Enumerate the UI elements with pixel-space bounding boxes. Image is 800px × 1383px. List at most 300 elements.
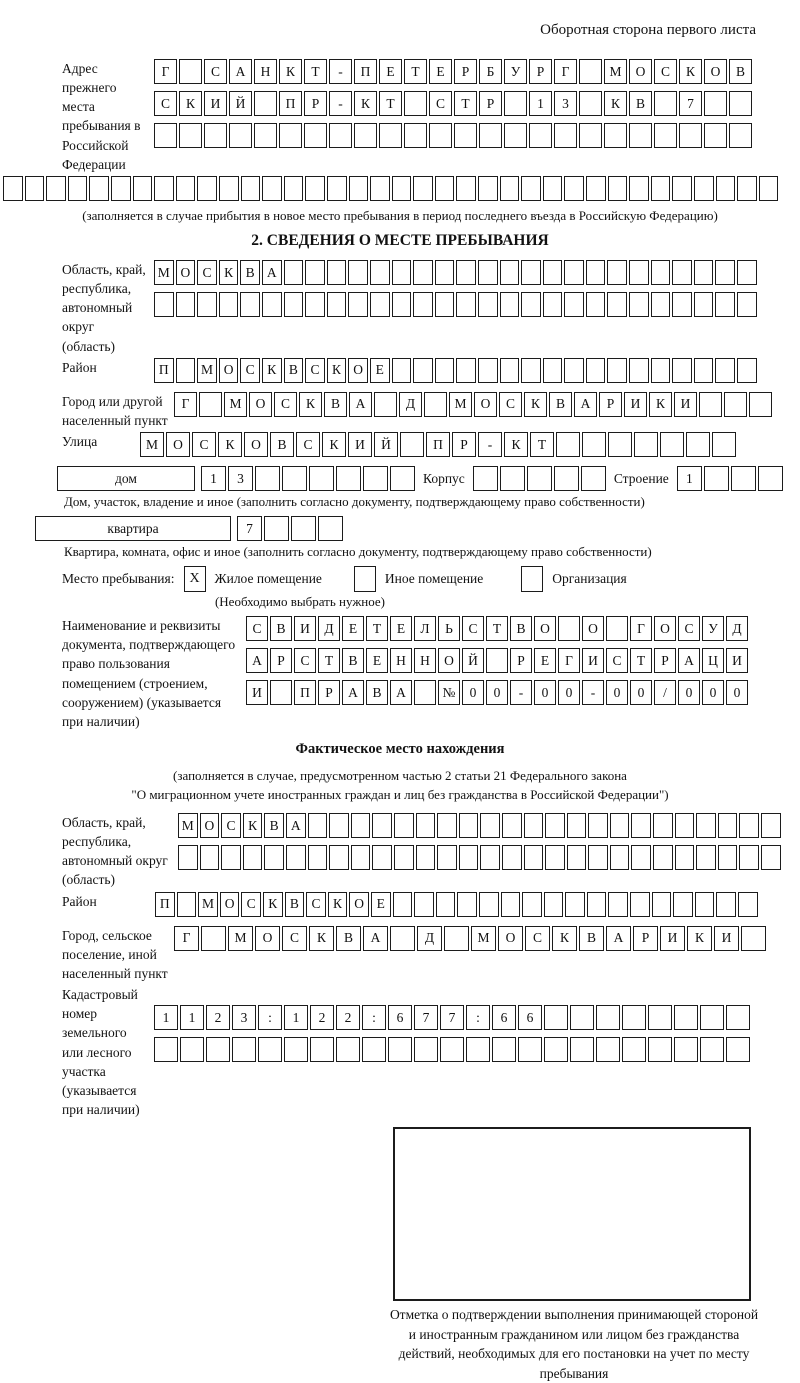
form-cell[interactable]: :: [258, 1005, 282, 1030]
form-cell[interactable]: Н: [390, 648, 412, 673]
form-cell[interactable]: №: [438, 680, 460, 705]
form-cell[interactable]: 1: [201, 466, 226, 491]
form-cell[interactable]: О: [219, 358, 239, 383]
form-cell[interactable]: [608, 432, 632, 457]
form-cell[interactable]: В: [324, 392, 347, 417]
form-cell[interactable]: И: [674, 392, 697, 417]
form-cell[interactable]: О: [534, 616, 556, 641]
form-cell[interactable]: К: [524, 392, 547, 417]
form-cell[interactable]: О: [582, 616, 604, 641]
form-cell[interactable]: К: [679, 59, 702, 84]
form-cell[interactable]: [372, 813, 392, 838]
form-cell[interactable]: [718, 813, 738, 838]
form-cell[interactable]: [336, 466, 361, 491]
form-cell[interactable]: О: [348, 358, 368, 383]
form-cell[interactable]: А: [246, 648, 268, 673]
form-cell[interactable]: [258, 1037, 282, 1062]
form-cell[interactable]: [588, 813, 608, 838]
form-cell[interactable]: [521, 292, 541, 317]
form-cell[interactable]: 0: [630, 680, 652, 705]
form-cell[interactable]: А: [349, 392, 372, 417]
form-cell[interactable]: С: [240, 358, 260, 383]
form-cell[interactable]: С: [654, 59, 677, 84]
form-cell[interactable]: [565, 892, 585, 917]
form-cell[interactable]: [726, 1005, 750, 1030]
form-cell[interactable]: [608, 892, 628, 917]
form-cell[interactable]: [492, 1037, 516, 1062]
form-cell[interactable]: [672, 260, 692, 285]
form-cell[interactable]: 0: [606, 680, 628, 705]
form-cell[interactable]: [354, 123, 377, 148]
form-cell[interactable]: Б: [479, 59, 502, 84]
form-cell[interactable]: В: [285, 892, 305, 917]
form-cell[interactable]: [741, 926, 766, 951]
form-cell[interactable]: [543, 292, 563, 317]
form-cell[interactable]: [739, 813, 759, 838]
form-cell[interactable]: [413, 358, 433, 383]
form-cell[interactable]: [370, 176, 390, 201]
form-cell[interactable]: А: [678, 648, 700, 673]
form-cell[interactable]: 1: [154, 1005, 178, 1030]
form-cell[interactable]: [622, 1037, 646, 1062]
form-cell[interactable]: [586, 292, 606, 317]
form-cell[interactable]: [610, 845, 630, 870]
form-cell[interactable]: К: [279, 59, 302, 84]
form-cell[interactable]: -: [510, 680, 532, 705]
form-cell[interactable]: 6: [388, 1005, 412, 1030]
form-cell[interactable]: 3: [232, 1005, 256, 1030]
form-cell[interactable]: [564, 292, 584, 317]
form-cell[interactable]: [414, 1037, 438, 1062]
form-cell[interactable]: [479, 892, 499, 917]
form-cell[interactable]: [480, 845, 500, 870]
form-cell[interactable]: [629, 123, 652, 148]
form-cell[interactable]: Ь: [438, 616, 460, 641]
form-cell[interactable]: [400, 432, 424, 457]
form-cell[interactable]: [556, 432, 580, 457]
form-cell[interactable]: [570, 1037, 594, 1062]
form-cell[interactable]: [651, 358, 671, 383]
form-cell[interactable]: [404, 123, 427, 148]
form-cell[interactable]: Д: [399, 392, 422, 417]
form-cell[interactable]: [718, 845, 738, 870]
form-cell[interactable]: 7: [237, 516, 262, 541]
form-cell[interactable]: О: [629, 59, 652, 84]
form-cell[interactable]: 2: [206, 1005, 230, 1030]
form-cell[interactable]: [111, 176, 131, 201]
form-cell[interactable]: М: [224, 392, 247, 417]
form-cell[interactable]: С: [197, 260, 217, 285]
form-cell[interactable]: [318, 516, 343, 541]
form-cell[interactable]: [478, 260, 498, 285]
form-cell[interactable]: [673, 892, 693, 917]
form-cell[interactable]: [180, 1037, 204, 1062]
form-cell[interactable]: [607, 358, 627, 383]
form-cell[interactable]: [197, 292, 217, 317]
form-cell[interactable]: [264, 845, 284, 870]
form-cell[interactable]: -: [329, 59, 352, 84]
form-cell[interactable]: Т: [630, 648, 652, 673]
form-cell[interactable]: 1: [180, 1005, 204, 1030]
form-cell[interactable]: С: [204, 59, 227, 84]
form-cell[interactable]: [675, 845, 695, 870]
form-cell[interactable]: [241, 176, 261, 201]
form-cell[interactable]: [270, 680, 292, 705]
form-cell[interactable]: [89, 176, 109, 201]
form-cell[interactable]: С: [221, 813, 241, 838]
form-cell[interactable]: [674, 1005, 698, 1030]
form-cell[interactable]: [524, 813, 544, 838]
form-cell[interactable]: [305, 292, 325, 317]
form-cell[interactable]: 0: [558, 680, 580, 705]
form-cell[interactable]: 0: [462, 680, 484, 705]
form-cell[interactable]: [712, 432, 736, 457]
form-cell[interactable]: [348, 292, 368, 317]
form-cell[interactable]: [243, 845, 263, 870]
form-cell[interactable]: [437, 845, 457, 870]
form-cell[interactable]: [478, 358, 498, 383]
form-cell[interactable]: [478, 292, 498, 317]
form-cell[interactable]: [700, 1005, 724, 1030]
form-cell[interactable]: [459, 813, 479, 838]
form-cell[interactable]: [264, 516, 289, 541]
form-cell[interactable]: К: [309, 926, 334, 951]
form-cell[interactable]: Д: [726, 616, 748, 641]
form-cell[interactable]: [554, 466, 579, 491]
form-cell[interactable]: Й: [229, 91, 252, 116]
form-cell[interactable]: /: [654, 680, 676, 705]
form-cell[interactable]: О: [704, 59, 727, 84]
form-cell[interactable]: [726, 1037, 750, 1062]
form-cell[interactable]: [654, 91, 677, 116]
form-cell[interactable]: [435, 260, 455, 285]
form-cell[interactable]: [262, 292, 282, 317]
form-cell[interactable]: [3, 176, 23, 201]
form-cell[interactable]: С: [462, 616, 484, 641]
form-cell[interactable]: [133, 176, 153, 201]
form-cell[interactable]: В: [629, 91, 652, 116]
form-cell[interactable]: [699, 392, 722, 417]
form-cell[interactable]: [570, 1005, 594, 1030]
form-cell[interactable]: [607, 260, 627, 285]
form-cell[interactable]: [586, 260, 606, 285]
form-cell[interactable]: [694, 260, 714, 285]
form-cell[interactable]: [651, 292, 671, 317]
form-cell[interactable]: [607, 292, 627, 317]
form-cell[interactable]: Р: [304, 91, 327, 116]
form-cell[interactable]: [500, 466, 525, 491]
form-cell[interactable]: В: [264, 813, 284, 838]
form-cell[interactable]: [634, 432, 658, 457]
form-cell[interactable]: К: [243, 813, 263, 838]
form-cell[interactable]: [587, 892, 607, 917]
form-cell[interactable]: [327, 176, 347, 201]
form-cell[interactable]: [240, 292, 260, 317]
form-cell[interactable]: Т: [530, 432, 554, 457]
form-cell[interactable]: Р: [270, 648, 292, 673]
form-cell[interactable]: [654, 123, 677, 148]
form-cell[interactable]: В: [366, 680, 388, 705]
form-cell[interactable]: П: [279, 91, 302, 116]
form-cell[interactable]: О: [249, 392, 272, 417]
form-cell[interactable]: [700, 1037, 724, 1062]
form-cell[interactable]: Р: [510, 648, 532, 673]
form-cell[interactable]: [694, 292, 714, 317]
form-cell[interactable]: [309, 466, 334, 491]
form-cell[interactable]: А: [286, 813, 306, 838]
form-cell[interactable]: [416, 813, 436, 838]
form-cell[interactable]: И: [726, 648, 748, 673]
form-cell[interactable]: [651, 176, 671, 201]
form-cell[interactable]: [305, 260, 325, 285]
form-cell[interactable]: [456, 260, 476, 285]
form-cell[interactable]: 7: [440, 1005, 464, 1030]
form-cell[interactable]: К: [687, 926, 712, 951]
form-cell[interactable]: [456, 358, 476, 383]
form-cell[interactable]: Е: [390, 616, 412, 641]
form-cell[interactable]: [504, 123, 527, 148]
form-cell[interactable]: С: [296, 432, 320, 457]
form-cell[interactable]: [282, 466, 307, 491]
form-cell[interactable]: [327, 260, 347, 285]
form-cell[interactable]: [737, 358, 757, 383]
form-cell[interactable]: [199, 392, 222, 417]
form-cell[interactable]: Р: [318, 680, 340, 705]
form-cell[interactable]: 1: [284, 1005, 308, 1030]
form-cell[interactable]: [262, 176, 282, 201]
form-cell[interactable]: [545, 845, 565, 870]
form-cell[interactable]: :: [362, 1005, 386, 1030]
form-cell[interactable]: М: [197, 358, 217, 383]
form-cell[interactable]: Й: [374, 432, 398, 457]
form-cell[interactable]: И: [348, 432, 372, 457]
form-cell[interactable]: М: [228, 926, 253, 951]
form-cell[interactable]: [579, 59, 602, 84]
form-cell[interactable]: [486, 648, 508, 673]
form-cell[interactable]: О: [255, 926, 280, 951]
form-cell[interactable]: [696, 845, 716, 870]
form-cell[interactable]: [695, 892, 715, 917]
form-cell[interactable]: 6: [518, 1005, 542, 1030]
form-cell[interactable]: С: [192, 432, 216, 457]
form-cell[interactable]: [310, 1037, 334, 1062]
form-cell[interactable]: А: [363, 926, 388, 951]
form-cell[interactable]: [631, 845, 651, 870]
form-cell[interactable]: [414, 892, 434, 917]
form-cell[interactable]: [648, 1037, 672, 1062]
form-cell[interactable]: [177, 892, 197, 917]
form-cell[interactable]: [176, 358, 196, 383]
form-cell[interactable]: 3: [554, 91, 577, 116]
form-cell[interactable]: [522, 892, 542, 917]
form-cell[interactable]: [284, 176, 304, 201]
form-cell[interactable]: -: [478, 432, 502, 457]
form-cell[interactable]: М: [449, 392, 472, 417]
form-cell[interactable]: [737, 292, 757, 317]
form-cell[interactable]: [179, 59, 202, 84]
form-cell[interactable]: [286, 845, 306, 870]
form-cell[interactable]: [414, 680, 436, 705]
form-cell[interactable]: [349, 176, 369, 201]
form-cell[interactable]: У: [504, 59, 527, 84]
form-cell[interactable]: А: [574, 392, 597, 417]
form-cell[interactable]: [586, 358, 606, 383]
form-cell[interactable]: [204, 123, 227, 148]
form-cell[interactable]: Т: [486, 616, 508, 641]
form-cell[interactable]: [544, 892, 564, 917]
form-cell[interactable]: [672, 292, 692, 317]
form-cell[interactable]: [372, 845, 392, 870]
form-cell[interactable]: [543, 358, 563, 383]
form-cell[interactable]: Г: [554, 59, 577, 84]
form-cell[interactable]: [715, 292, 735, 317]
form-cell[interactable]: [394, 813, 414, 838]
form-cell[interactable]: Р: [479, 91, 502, 116]
form-cell[interactable]: [374, 392, 397, 417]
form-cell[interactable]: [394, 845, 414, 870]
form-cell[interactable]: [524, 845, 544, 870]
form-cell[interactable]: О: [654, 616, 676, 641]
form-cell[interactable]: К: [299, 392, 322, 417]
form-cell[interactable]: [648, 1005, 672, 1030]
form-cell[interactable]: И: [294, 616, 316, 641]
form-cell[interactable]: [232, 1037, 256, 1062]
form-cell[interactable]: [479, 123, 502, 148]
form-cell[interactable]: [436, 892, 456, 917]
form-cell[interactable]: [362, 1037, 386, 1062]
form-cell[interactable]: [716, 892, 736, 917]
form-cell[interactable]: [581, 466, 606, 491]
form-cell[interactable]: [178, 845, 198, 870]
form-cell[interactable]: [392, 292, 412, 317]
form-cell[interactable]: [435, 292, 455, 317]
form-cell[interactable]: [206, 1037, 230, 1062]
form-cell[interactable]: [500, 260, 520, 285]
form-cell[interactable]: [392, 260, 412, 285]
form-cell[interactable]: [653, 813, 673, 838]
dom-box[interactable]: дом: [57, 466, 195, 491]
form-cell[interactable]: [279, 123, 302, 148]
form-cell[interactable]: 7: [679, 91, 702, 116]
form-cell[interactable]: Р: [599, 392, 622, 417]
form-cell[interactable]: К: [552, 926, 577, 951]
form-cell[interactable]: [564, 260, 584, 285]
form-cell[interactable]: [154, 292, 174, 317]
form-cell[interactable]: [229, 123, 252, 148]
form-cell[interactable]: [596, 1005, 620, 1030]
form-cell[interactable]: [610, 813, 630, 838]
form-cell[interactable]: В: [579, 926, 604, 951]
kvartira-box[interactable]: квартира: [35, 516, 231, 541]
form-cell[interactable]: [696, 813, 716, 838]
form-cell[interactable]: К: [263, 892, 283, 917]
form-cell[interactable]: С: [678, 616, 700, 641]
form-cell[interactable]: [608, 176, 628, 201]
form-cell[interactable]: Т: [304, 59, 327, 84]
form-cell[interactable]: В: [284, 358, 304, 383]
form-cell[interactable]: [653, 845, 673, 870]
form-cell[interactable]: 1: [677, 466, 702, 491]
form-cell[interactable]: 6: [492, 1005, 516, 1030]
form-cell[interactable]: [588, 845, 608, 870]
form-cell[interactable]: [413, 176, 433, 201]
zhiloe-checkbox[interactable]: X: [184, 566, 206, 592]
form-cell[interactable]: [457, 892, 477, 917]
org-checkbox[interactable]: [521, 566, 543, 592]
form-cell[interactable]: Й: [462, 648, 484, 673]
form-cell[interactable]: [679, 123, 702, 148]
form-cell[interactable]: [672, 358, 692, 383]
form-cell[interactable]: О: [498, 926, 523, 951]
form-cell[interactable]: [392, 358, 412, 383]
form-cell[interactable]: [630, 892, 650, 917]
form-cell[interactable]: [456, 176, 476, 201]
form-cell[interactable]: У: [702, 616, 724, 641]
form-cell[interactable]: С: [274, 392, 297, 417]
form-cell[interactable]: -: [329, 91, 352, 116]
form-cell[interactable]: В: [240, 260, 260, 285]
form-cell[interactable]: [473, 466, 498, 491]
form-cell[interactable]: [629, 358, 649, 383]
form-cell[interactable]: К: [649, 392, 672, 417]
form-cell[interactable]: [675, 813, 695, 838]
form-cell[interactable]: [46, 176, 66, 201]
form-cell[interactable]: О: [220, 892, 240, 917]
form-cell[interactable]: [761, 813, 781, 838]
form-cell[interactable]: [363, 466, 388, 491]
form-cell[interactable]: [456, 292, 476, 317]
form-cell[interactable]: [304, 123, 327, 148]
form-cell[interactable]: [329, 813, 349, 838]
form-cell[interactable]: С: [306, 892, 326, 917]
form-cell[interactable]: [444, 926, 469, 951]
form-cell[interactable]: [631, 813, 651, 838]
form-cell[interactable]: О: [349, 892, 369, 917]
form-cell[interactable]: [176, 292, 196, 317]
form-cell[interactable]: [404, 91, 427, 116]
form-cell[interactable]: Н: [414, 648, 436, 673]
form-cell[interactable]: [729, 123, 752, 148]
form-cell[interactable]: М: [140, 432, 164, 457]
form-cell[interactable]: [724, 392, 747, 417]
form-cell[interactable]: Е: [534, 648, 556, 673]
form-cell[interactable]: [544, 1005, 568, 1030]
form-cell[interactable]: Н: [254, 59, 277, 84]
form-cell[interactable]: [254, 91, 277, 116]
form-cell[interactable]: [715, 358, 735, 383]
form-cell[interactable]: А: [229, 59, 252, 84]
form-cell[interactable]: [739, 845, 759, 870]
form-cell[interactable]: [68, 176, 88, 201]
form-cell[interactable]: [758, 466, 783, 491]
form-cell[interactable]: [200, 845, 220, 870]
form-cell[interactable]: [629, 292, 649, 317]
form-cell[interactable]: Т: [404, 59, 427, 84]
form-cell[interactable]: [543, 176, 563, 201]
form-cell[interactable]: Р: [633, 926, 658, 951]
form-cell[interactable]: Е: [366, 648, 388, 673]
form-cell[interactable]: [652, 892, 672, 917]
form-cell[interactable]: [254, 123, 277, 148]
form-cell[interactable]: [291, 516, 316, 541]
form-cell[interactable]: 1: [529, 91, 552, 116]
form-cell[interactable]: [176, 176, 196, 201]
form-cell[interactable]: [179, 123, 202, 148]
form-cell[interactable]: [466, 1037, 490, 1062]
form-cell[interactable]: О: [438, 648, 460, 673]
form-cell[interactable]: 0: [702, 680, 724, 705]
form-cell[interactable]: [221, 845, 241, 870]
